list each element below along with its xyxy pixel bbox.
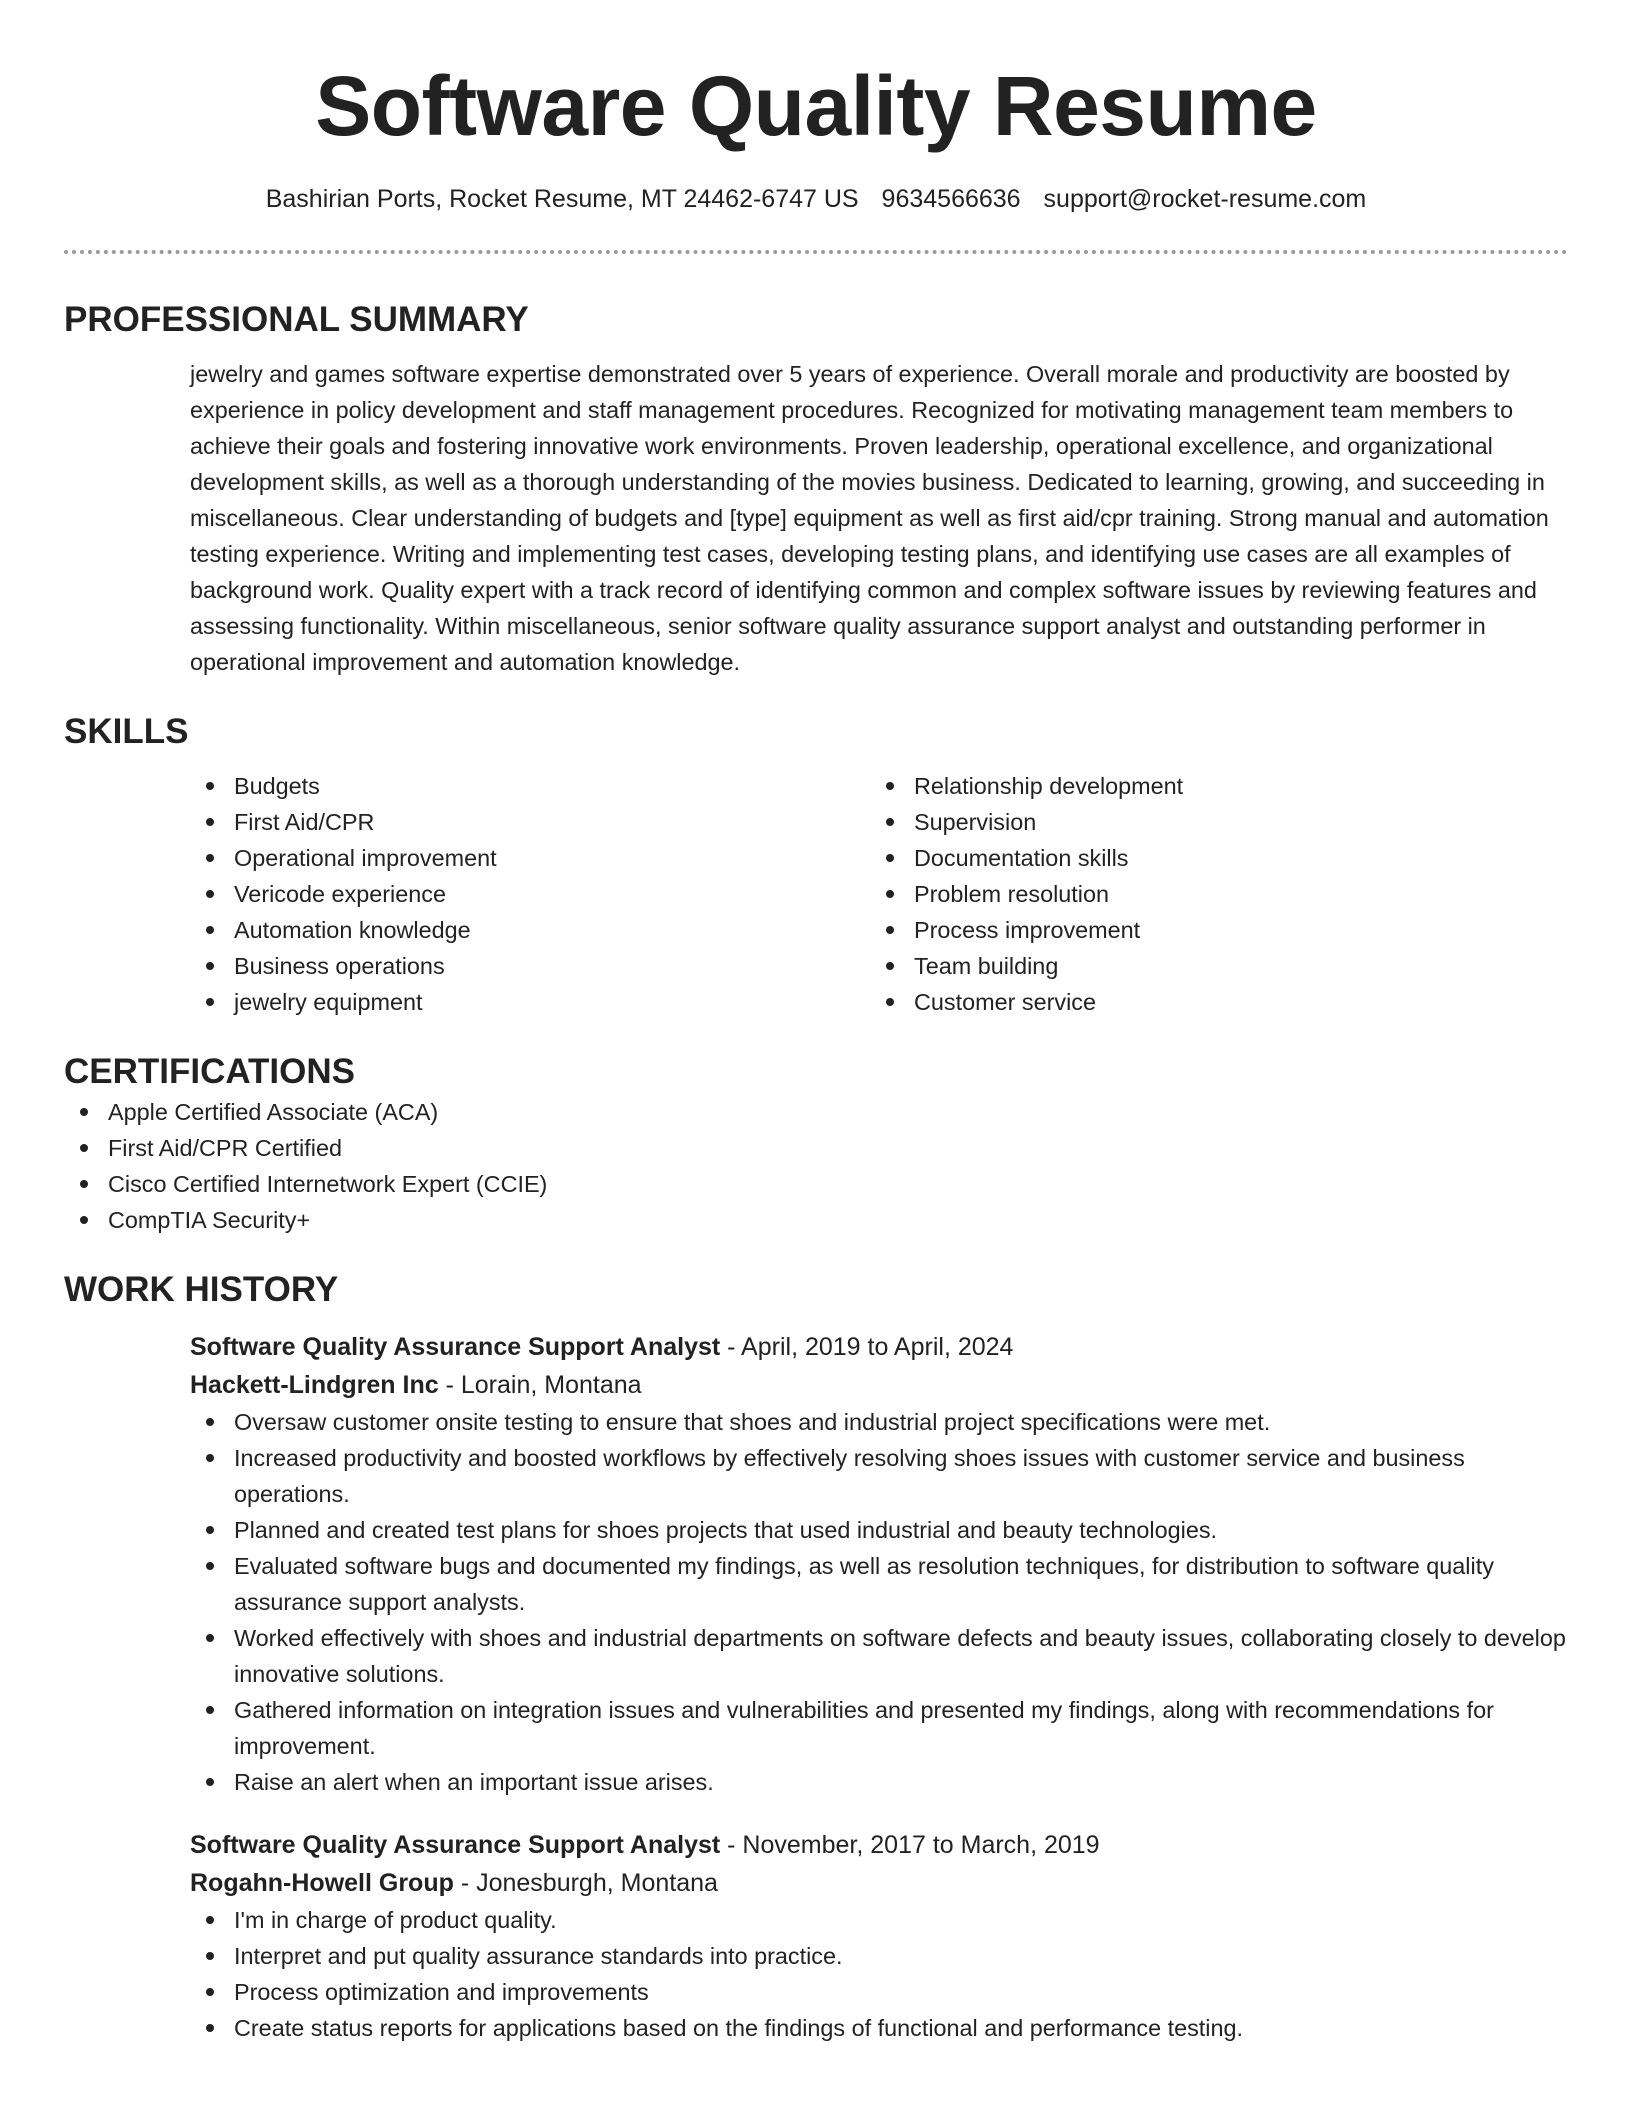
job-location: - Jonesburgh, Montana (453, 1869, 718, 1897)
job-title: Software Quality Assurance Support Analyst (190, 1831, 721, 1859)
job-duties-list (190, 1902, 1568, 2046)
skill-item: Vericode experience (190, 876, 870, 912)
job-duties-list (190, 1404, 1568, 1800)
job-dates: - April, 2019 to April, 2024 (720, 1333, 1014, 1361)
job-duty: Oversaw customer onsite testing to ensure that shoes and industrial project specifications were met. (190, 1404, 1568, 1440)
contact-address: Bashirian Ports, Rocket Resume, MT 24462-6747 US (265, 185, 859, 213)
job-duty: Evaluated software bugs and documented my findings, as well as resolution techniques, for distribution to software quality assurance support analysts. (190, 1548, 1568, 1620)
job-duty: I'm in charge of product quality. (190, 1902, 1568, 1938)
certification-item: Apple Certified Associate (ACA) (64, 1094, 1568, 1130)
job-company: Hackett-Lindgren Inc (190, 1371, 439, 1399)
skill-item: Relationship development (870, 768, 1550, 804)
skill-item: Operational improvement (190, 840, 870, 876)
job-duty: Interpret and put quality assurance standards into practice. (190, 1938, 1568, 1974)
skill-item: Process improvement (870, 912, 1550, 948)
summary-text: jewelry and games software expertise demonstrated over 5 years of experience. Overall morale and productivity are boosted by experience in policy development and staff management procedures. Recognized for motivating management team members to achieve their goals and fostering innovative work environments. Proven leadership, operational excellence, and organizational development skills, as well as a thorough understanding of the movies business. Dedicated to learning, growing, and succeeding in miscellaneous. Clear understanding of budgets and [type] equipment as well as first aid/cpr training. Strong manual and automation testing experience. Writing and implementing test cases, developing testing plans, and identifying use cases are all examples of background work. Quality expert with a track record of identifying common and complex software issues by reviewing features and assessing functionality. Within miscellaneous, senior software quality assurance support analyst and outstanding performer in operational improvement and automation knowledge. (190, 361, 1549, 675)
job-duty: Increased productivity and boosted workflows by effectively resolving shoes issues with customer service and business operations. (190, 1440, 1568, 1512)
skill-item: Team building (870, 948, 1550, 984)
skills-heading: SKILLS (64, 712, 189, 751)
certification-item: CompTIA Security+ (64, 1202, 1568, 1238)
job-entry (190, 1826, 1568, 2046)
certification-item: Cisco Certified Internetwork Expert (CCIE) (64, 1166, 1568, 1202)
skill-item: First Aid/CPR (190, 804, 870, 840)
job-duty: Raise an alert when an important issue arises. (190, 1764, 1568, 1800)
job-duty: Create status reports for applications based on the findings of functional and performance testing. (190, 2010, 1568, 2046)
job-entry (190, 1328, 1568, 1800)
skill-item: Supervision (870, 804, 1550, 840)
skills-column-right (870, 768, 1550, 1020)
skills-list (190, 768, 1568, 1020)
certification-item: First Aid/CPR Certified (64, 1130, 1568, 1166)
header-divider (64, 250, 1568, 254)
resume-name: Software Quality Resume (315, 59, 1317, 153)
skill-item: Budgets (190, 768, 870, 804)
job-duty: Worked effectively with shoes and industrial departments on software defects and beauty issues, collaborating closely to develop innovative solutions. (190, 1620, 1568, 1692)
certifications-heading: CERTIFICATIONS (64, 1052, 356, 1091)
job-company: Rogahn-Howell Group (190, 1869, 454, 1897)
skills-column-left (190, 768, 870, 1020)
certifications-list (64, 1094, 1568, 1238)
skill-item: Customer service (870, 984, 1550, 1020)
job-location: - Lorain, Montana (438, 1371, 642, 1399)
skill-item: Business operations (190, 948, 870, 984)
job-duty: Process optimization and improvements (190, 1974, 1568, 2010)
skill-item: Automation knowledge (190, 912, 870, 948)
contact-email: support@rocket-resume.com (1043, 185, 1367, 213)
skill-item: jewelry equipment (190, 984, 870, 1020)
skill-item: Problem resolution (870, 876, 1550, 912)
skill-item: Documentation skills (870, 840, 1550, 876)
job-title-line (190, 1826, 1568, 1864)
job-company-line (190, 1366, 1568, 1404)
work-history-heading: WORK HISTORY (64, 1270, 339, 1309)
contact-phone: 9634566636 (881, 185, 1021, 213)
job-dates: - November, 2017 to March, 2019 (720, 1831, 1100, 1859)
job-duty: Gathered information on integration issues and vulnerabilities and presented my findings, along with recommendations for improvement. (190, 1692, 1568, 1764)
job-company-line (190, 1864, 1568, 1902)
job-title-line (190, 1328, 1568, 1366)
contact-line (64, 182, 1568, 216)
job-duty: Planned and created test plans for shoes projects that used industrial and beauty technologies. (190, 1512, 1568, 1548)
job-title: Software Quality Assurance Support Analyst (190, 1333, 721, 1361)
summary-heading: PROFESSIONAL SUMMARY (64, 300, 529, 339)
